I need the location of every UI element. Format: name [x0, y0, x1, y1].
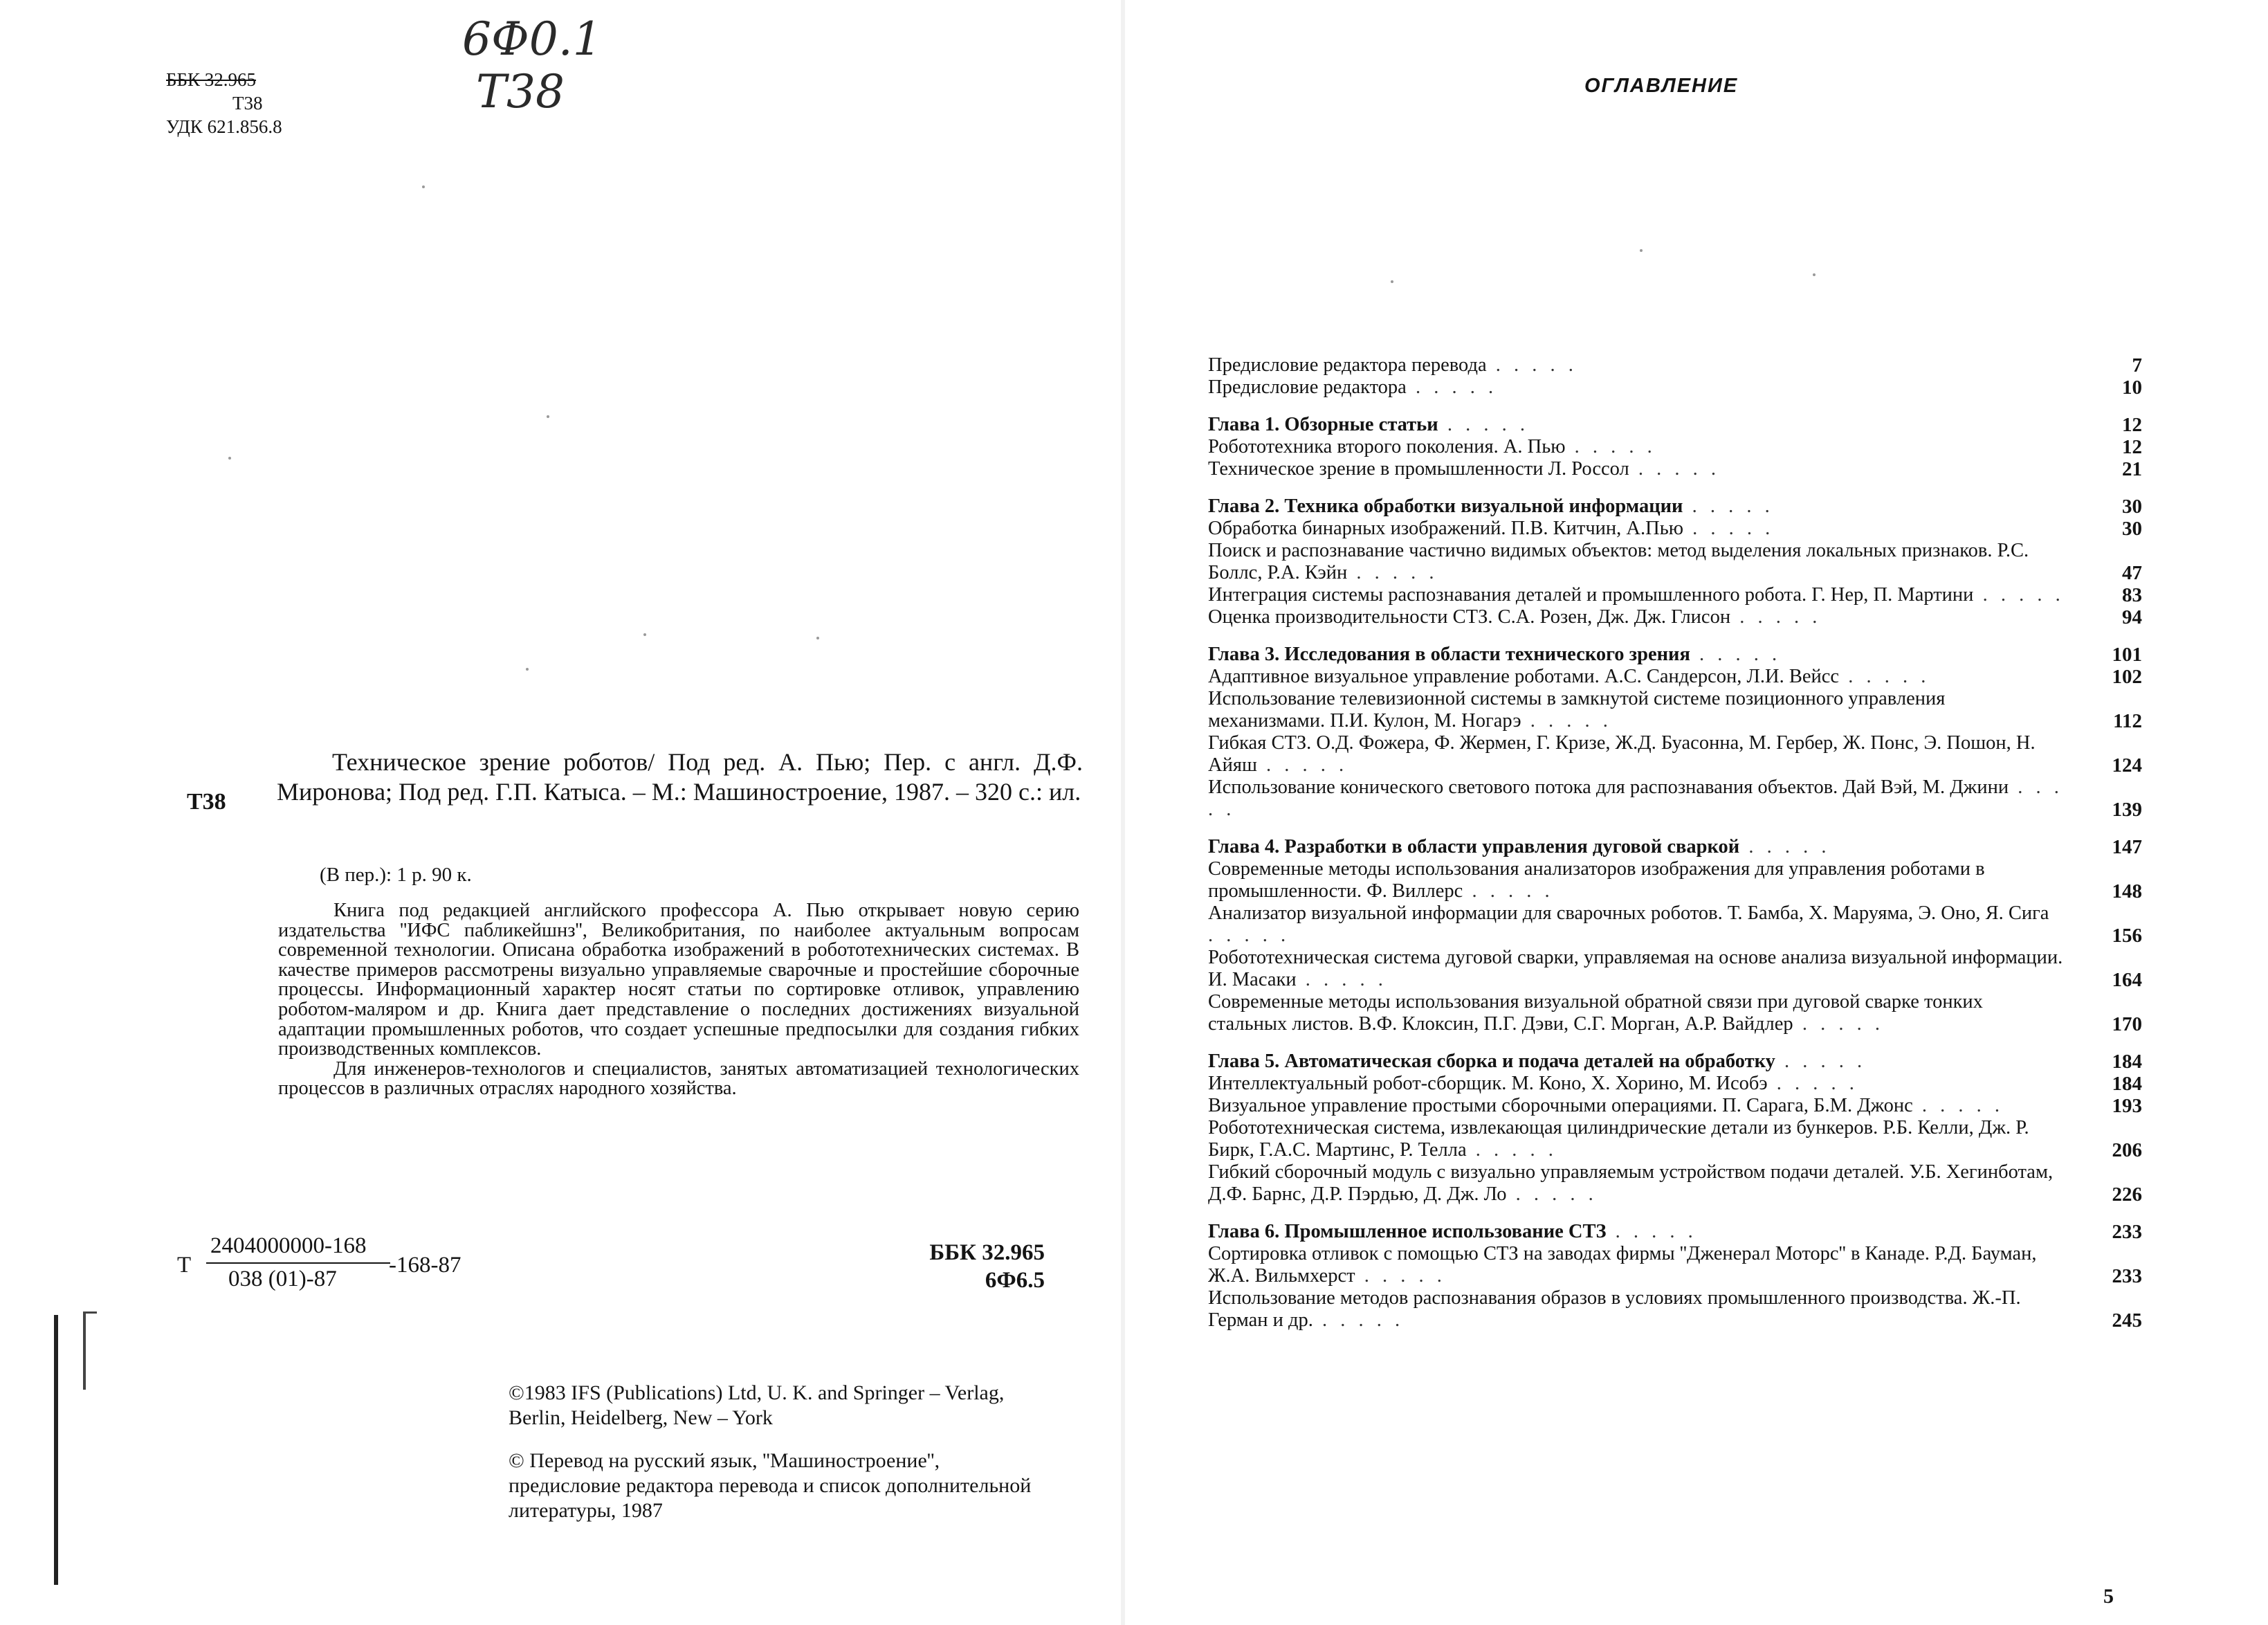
toc-entry-title: Глава 3. Исследования в области технического зрения [1208, 644, 1690, 665]
scan-bracket-mark [83, 1311, 97, 1390]
toc-chapter [1208, 1221, 2142, 1243]
toc-leader-dots: . . . . . [1208, 925, 1290, 946]
scan-speck [1640, 249, 1643, 252]
toc-entry-title: Использование конического светового потока для распознавания объектов. Дай Вэй, М. Джини [1208, 777, 2009, 798]
toc-entry [1208, 436, 2142, 458]
toc-entry-title: Предисловие редактора перевода [1208, 354, 1487, 376]
toc-page-number: 102 [2112, 666, 2142, 688]
toc-entry-title: Глава 6. Промышленное использование СТЗ [1208, 1221, 1607, 1242]
toc-entry [1208, 991, 2142, 1035]
toc-page-number: 233 [2112, 1265, 2142, 1287]
toc-entry [1208, 1161, 2142, 1206]
toc-page-number: 233 [2112, 1221, 2142, 1243]
signature-suffix: -168-87 [389, 1253, 461, 1278]
toc-entry-title: Робототехническая система, извлекающая цилиндрические детали из бункеров. Р.Б. Келли, Дж. Р. Бирк, Г.А.С. Мартинс, Р. Телла [1208, 1117, 2029, 1161]
toc-title: ОГЛАВЛЕНИЕ [1584, 75, 1739, 97]
toc-leader-dots: . . . . . [1347, 562, 1438, 583]
toc-entry-title: Обработка бинарных изображений. П.В. Китчин, А.Пью [1208, 518, 1683, 539]
toc-leader-dots: . . . . . [1683, 518, 1775, 539]
scan-speck [228, 457, 231, 460]
fraction-bar [206, 1262, 390, 1264]
price: (В пер.): 1 р. 90 к. [320, 864, 472, 886]
toc-entry-title: Предисловие редактора [1208, 376, 1407, 398]
toc-entry-title: Адаптивное визуальное управление роботами. А.С. Сандерсон, Л.И. Вейсс [1208, 666, 1840, 687]
side-code: Т38 [187, 789, 226, 815]
toc-chapter [1208, 496, 2142, 518]
toc-entry [1208, 518, 2142, 540]
toc-entry-title: Глава 2. Техника обработки визуальной информации [1208, 496, 1683, 517]
annotation-audience: Для инженеров-технологов и специалистов, занятых автоматизацией технологических процессов в различных отраслях народного хозяйства. [278, 1057, 1079, 1100]
toc-leader-dots: . . . . . [1463, 880, 1554, 902]
toc-leader-dots: . . . . . [1296, 969, 1387, 990]
toc-leader-dots: . . . . . [1466, 1139, 1557, 1161]
toc-page-number: 184 [2112, 1051, 2142, 1073]
toc-page-number: 156 [2112, 925, 2142, 947]
toc-leader-dots: . . . . . [1486, 354, 1577, 376]
toc-leader-dots: . . . . . [1355, 1265, 1446, 1287]
toc-leader-dots: . . . . . [1775, 1051, 1867, 1072]
scan-speck [1391, 280, 1393, 283]
toc-chapter [1208, 644, 2142, 666]
toc-entry-title: Глава 1. Обзорные статьи [1208, 414, 1438, 435]
toc-entry-title: Робототехника второго поколения. А. Пью [1208, 436, 1566, 457]
toc-leader-dots: . . . . . [1767, 1073, 1858, 1094]
toc-entry-title: Визуальное управление простыми сборочными операциями. П. Сарага, Б.М. Джонс [1208, 1095, 1913, 1116]
toc-page-number: 148 [2112, 880, 2142, 902]
copyright-translation: © Перевод на русский язык, ''Машиностроение'', предисловие редактора перевода и список дополнительной литературы, 1987 [509, 1449, 1032, 1522]
toc-leader-dots: . . . . . [1793, 1013, 1884, 1035]
bbk-bottom-line1: ББК 32.965 [929, 1240, 1045, 1265]
toc-page-number: 226 [2112, 1183, 2142, 1206]
udk-code: УДК 621.856.8 [166, 116, 282, 137]
handwritten-index: 6Ф0.1 [462, 12, 602, 66]
toc-entry-title: Гибкая СТЗ. О.Д. Фожера, Ф. Жермен, Г. Кризе, Ж.Д. Буасонна, М. Гербер, Ж. Понс, Э. Пошон, Н. Айяш [1208, 732, 2036, 776]
toc-leader-dots: . . . . . [1739, 836, 1831, 857]
toc-entry-title: Гибкий сборочный модуль с визуально управляемым устройством подачи деталей. У.Б. Хегинботам, Д.Ф. Барнс, Д.Р. Пэрдью, Д. Дж. Ло [1208, 1161, 2054, 1205]
toc-entry-title: Оценка производительности СТЗ. С.А. Розен, Дж. Дж. Глисон [1208, 606, 1731, 628]
toc-entry-title: Глава 5. Автоматическая сборка и подача деталей на обработку [1208, 1051, 1775, 1072]
toc-leader-dots: . . . . . [1839, 666, 1930, 687]
bibliographic-text: Техническое зрение роботов/ Под ред. А. Пью; Пер. с англ. Д.Ф. Миронова; Под ред. Г.П. Катыса. – М.: Машиностроение, 1987. – 320 с.: ил. [277, 748, 1083, 806]
toc-leader-dots: . . . . . [1912, 1095, 2004, 1116]
toc-entry-title: Сортировка отливок с помощью СТЗ на заводах фирмы ''Дженерал Моторс'' в Канаде. Р.Д. Бауман, Ж.А. Вильмхерст [1208, 1243, 2037, 1287]
annotation [278, 901, 1079, 1099]
toc-entry [1208, 732, 2142, 777]
toc-page-number: 10 [2122, 376, 2142, 399]
signature-letter: Т [177, 1253, 192, 1278]
toc-entry [1208, 1095, 2142, 1117]
toc-leader-dots: . . . . . [1730, 606, 1822, 628]
toc-entry-title: Интеграция системы распознавания деталей и промышленного робота. Г. Нер, П. Мартини [1208, 584, 1974, 606]
toc-entry-title: Использование методов распознавания образов в условиях промышленного производства. Ж.-П. Герман и др. [1208, 1287, 2021, 1331]
toc-page-number: 21 [2122, 458, 2142, 480]
scan-speck [643, 633, 646, 636]
scan-speck [816, 637, 819, 639]
toc-entry-title: Интеллектуальный робот-сборщик. М. Коно, Х. Хорино, М. Исобэ [1208, 1073, 1768, 1094]
annotation-paragraph: Книга под редакцией английского профессора А. Пью открывает новую серию издательства ''ИФС пабликейшнз'', Великобритания, по наиболее актуальным вопросам современной технологии. Описана обработка изображений в робототехнических системах. В качестве примеров рассмотрены визуально управляемые сварочные и простейшие сборочные процессы. Информационный характер носят статьи по сортировке отливок, управлению роботом-маляром и др. Книга дает представление о последних достижениях визуальной адаптации промышленных роботов, что создает успешные предпосылки для создания гибких производственных комплексов. [278, 900, 1079, 1060]
scan-speck [422, 185, 425, 188]
catalog-block [166, 68, 282, 138]
toc-leader-dots: . . . . . [1438, 414, 1529, 435]
toc-entry [1208, 354, 2142, 376]
toc-leader-dots: . . . . . [1683, 496, 1774, 517]
toc-page-number: 83 [2122, 584, 2142, 606]
toc-page-number: 147 [2112, 836, 2142, 858]
toc-entry-title: Робототехническая система дуговой сварки, управляемая на основе анализа визуальной информации. И. Масаки [1208, 947, 2063, 990]
toc-entry [1208, 858, 2142, 902]
toc-page-number: 7 [2132, 354, 2142, 376]
toc-page-number: 47 [2122, 562, 2142, 584]
toc-leader-dots: . . . . . [1629, 458, 1720, 480]
toc-page-number: 206 [2112, 1139, 2142, 1161]
toc-entry-title: Техническое зрение в промышленности Л. Россол [1208, 458, 1629, 480]
toc-page-number: 112 [2113, 710, 2142, 732]
toc-entry-title: Современные методы использования визуальной обратной связи при дуговой сварке тонких стальных листов. В.Ф. Клоксин, П.Г. Дэви, С.Г. Морган, А.Р. Вайдлер [1208, 991, 1983, 1035]
toc-page-number: 30 [2122, 518, 2142, 540]
scan-speck [526, 668, 529, 671]
bbk-bottom-line2: 6Ф6.5 [985, 1268, 1045, 1293]
signature-numerator: 2404000000-168 [210, 1233, 367, 1258]
toc-page-number: 245 [2112, 1309, 2142, 1332]
toc-entry-title: Анализатор визуальной информации для сварочных роботов. Т. Бамба, Х. Маруяма, Э. Оно, Я. Сига [1208, 902, 2049, 924]
bbk-struck: ББК 32.965 [166, 69, 257, 90]
toc-page-number: 139 [2112, 799, 2142, 821]
toc-leader-dots: . . . . . [1973, 584, 2065, 606]
table-of-contents [1208, 354, 2142, 1332]
toc-leader-dots: . . . . . [1406, 376, 1498, 398]
signature-denominator: 038 (01)-87 [228, 1267, 337, 1291]
toc-page-number: 170 [2112, 1013, 2142, 1035]
toc-page-number: 184 [2112, 1073, 2142, 1095]
toc-chapter [1208, 1051, 2142, 1073]
toc-leader-dots: . . . . . [1565, 436, 1656, 457]
bibliographic-entry [277, 747, 1083, 807]
toc-entry [1208, 1287, 2142, 1332]
toc-leader-dots: . . . . . [1313, 1309, 1405, 1331]
toc-leader-dots: . . . . . [1208, 777, 2063, 820]
scan-edge-mark [54, 1315, 71, 1585]
toc-entry [1208, 376, 2142, 399]
toc-entry [1208, 458, 2142, 480]
page-gutter [1121, 0, 1125, 1625]
handwritten-mark: Т38 [476, 65, 565, 118]
toc-entry-title: Использование телевизионной системы в замкнутой системе позиционного управления механизмами. П.И. Кулон, М. Ногарэ [1208, 688, 1946, 732]
toc-leader-dots: . . . . . [1506, 1183, 1598, 1205]
toc-entry [1208, 540, 2142, 584]
toc-entry [1208, 584, 2142, 606]
toc-page-number: 12 [2122, 436, 2142, 458]
publishing-signature [177, 1233, 482, 1296]
toc-entry-title: Глава 4. Разработки в области управления дуговой сваркой [1208, 836, 1740, 857]
toc-entry [1208, 1117, 2142, 1161]
toc-page-number: 124 [2112, 754, 2142, 777]
toc-entry-title: Современные методы использования анализаторов изображения для управления роботами в промышленности. Ф. Виллерс [1208, 858, 1985, 902]
copyright-block [509, 1381, 1055, 1541]
scan-speck [1813, 273, 1816, 276]
toc-chapter [1208, 836, 2142, 858]
toc-entry-title: Поиск и распознавание частично видимых объектов: метод выделения локальных признаков. Р.С. Боллс, Р.А. Кэйн [1208, 540, 2029, 583]
toc-leader-dots: . . . . . [1521, 710, 1612, 732]
toc-entry [1208, 1243, 2142, 1287]
page-number: 5 [2103, 1585, 2114, 1608]
toc-page-number: 193 [2112, 1095, 2142, 1117]
scan-speck [547, 415, 549, 418]
toc-leader-dots: . . . . . [1256, 754, 1348, 776]
author-mark: Т38 [232, 93, 263, 114]
toc-entry [1208, 777, 2142, 821]
copyright-original: ©1983 IFS (Publications) Ltd, U. K. and Springer – Verlag, Berlin, Heidelberg, New – York [509, 1381, 1005, 1429]
toc-page-number: 12 [2122, 414, 2142, 436]
toc-entry [1208, 902, 2142, 947]
toc-leader-dots: . . . . . [1606, 1221, 1697, 1242]
toc-entry [1208, 1073, 2142, 1095]
toc-leader-dots: . . . . . [1690, 644, 1782, 665]
toc-page-number: 94 [2122, 606, 2142, 628]
toc-page-number: 30 [2122, 496, 2142, 518]
toc-chapter [1208, 414, 2142, 436]
toc-page-number: 164 [2112, 969, 2142, 991]
toc-entry [1208, 947, 2142, 991]
toc-entry [1208, 666, 2142, 688]
toc-page-number: 101 [2112, 644, 2142, 666]
bbk-bottom [865, 1239, 1045, 1294]
toc-entry [1208, 606, 2142, 628]
toc-entry [1208, 688, 2142, 732]
